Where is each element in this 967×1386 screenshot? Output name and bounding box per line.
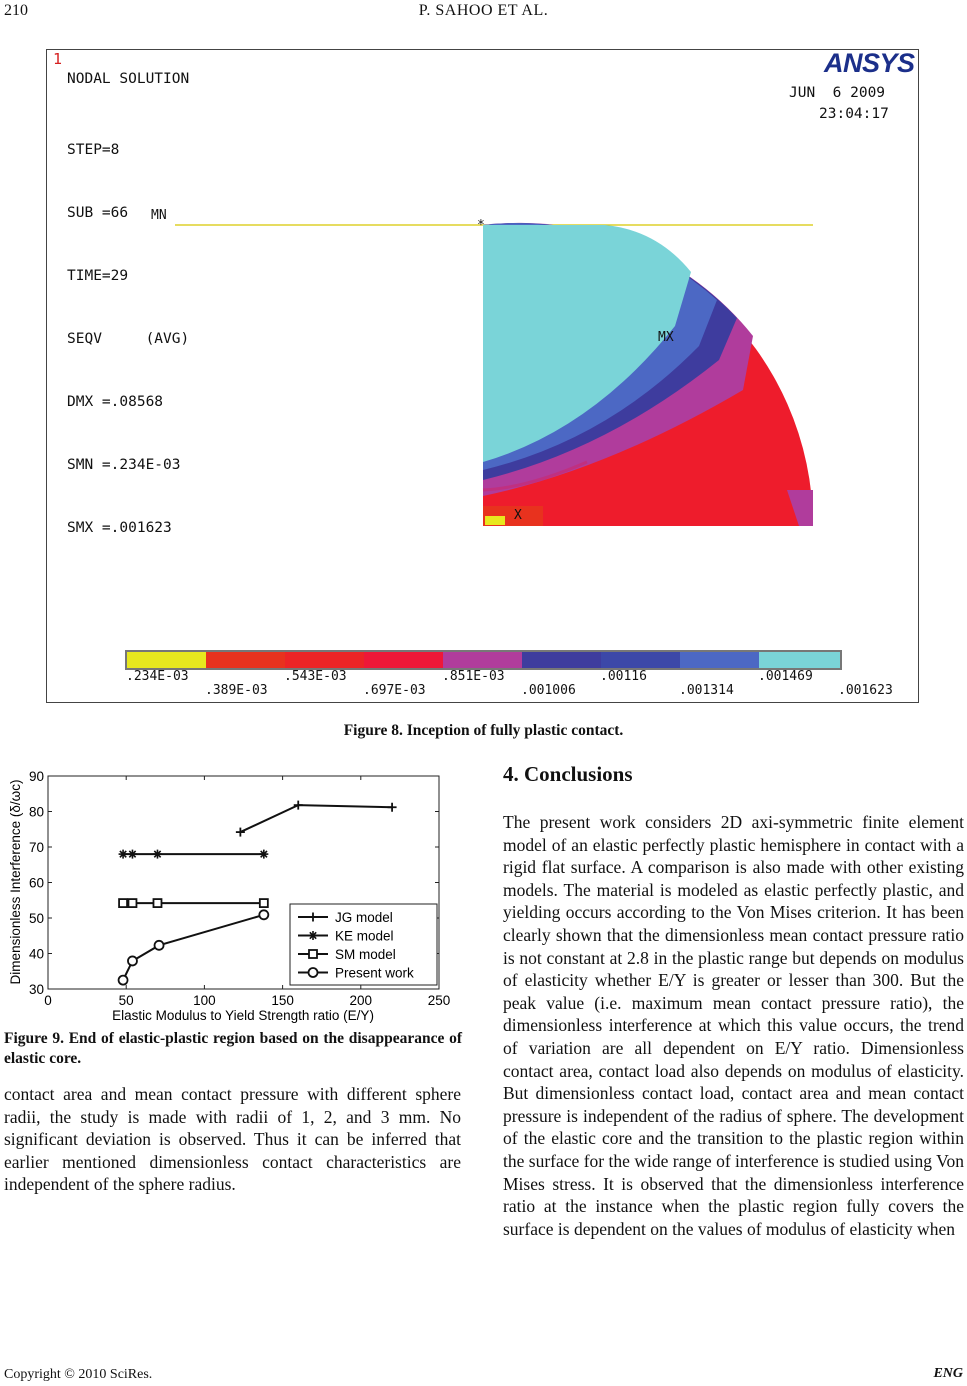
legend-label: .851E-03 <box>442 669 505 684</box>
y-tick-label: 30 <box>28 982 44 997</box>
left-column-paragraph: contact area and mean contact pressure with different sphere radii, the study is made with radii of 1, 2, and 3 mm. No significant deviation is observed. Thus it can be inferred that earlier mentioned dimensionless contact characteristics are independent of the sphere radius. <box>4 1084 461 1195</box>
legend-entry: JG model <box>335 910 393 925</box>
legend-label: .001623 <box>838 683 893 698</box>
legend-label: .001469 <box>758 669 813 684</box>
square-marker <box>309 950 317 958</box>
square-marker <box>128 899 136 907</box>
info-line: STEP=8 <box>67 142 120 158</box>
legend-swatch <box>127 652 206 668</box>
y-tick-label: 90 <box>28 769 44 784</box>
x-tick-label: 150 <box>271 993 294 1008</box>
legend-label: .697E-03 <box>363 683 426 698</box>
x-axis-label: Elastic Modulus to Yield Strength ratio (E/Y) <box>112 1008 374 1023</box>
star-marker: * <box>477 218 485 233</box>
window-number: 1 <box>53 50 63 68</box>
legend-swatch <box>285 652 364 668</box>
legend-label: .001006 <box>521 683 576 698</box>
origin-marker: X <box>514 508 522 523</box>
legend-label: .234E-03 <box>126 669 189 684</box>
x-tick-label: 200 <box>349 993 373 1008</box>
figure-9-chart <box>0 758 470 1023</box>
y-axis-label: Dimensionless Interference (δ/ωc) <box>8 779 23 985</box>
legend-swatch <box>364 652 443 668</box>
circle-marker <box>119 976 128 985</box>
circle-marker <box>309 968 318 977</box>
solution-time: 23:04:17 <box>819 106 889 122</box>
min-marker-label: MN <box>151 208 167 223</box>
contour-band-yellow <box>485 516 505 525</box>
info-line: TIME=29 <box>67 268 129 284</box>
x-tick-label: 250 <box>427 993 451 1008</box>
max-marker-label: MX <box>658 330 674 345</box>
footer-journal: ENG <box>933 1366 963 1381</box>
info-line: SMN =.234E-03 <box>67 457 181 473</box>
legend-bar <box>126 651 841 669</box>
running-head: P. SAHOO ET AL. <box>418 2 549 19</box>
solution-title: NODAL SOLUTION <box>67 71 190 87</box>
circle-marker <box>155 941 164 950</box>
page-number: 210 <box>4 2 28 19</box>
info-line: DMX =.08568 <box>67 394 164 410</box>
x-tick-label: 100 <box>193 993 216 1008</box>
legend-entry: SM model <box>335 947 396 962</box>
legend-entry: Present work <box>335 965 414 981</box>
legend-label: .00116 <box>600 669 647 684</box>
figure-9-caption: Figure 9. End of elastic-plastic region based on the disappearance of elastic core. <box>4 1030 462 1067</box>
conclusions-heading: 4. Conclusions <box>503 762 633 786</box>
legend-swatch <box>680 652 759 668</box>
figure-8-caption: Figure 8. Inception of fully plastic contact. <box>343 722 624 739</box>
y-tick-label: 80 <box>28 804 44 820</box>
x-tick-label: 50 <box>118 993 134 1008</box>
legend-swatch <box>443 652 522 668</box>
square-marker <box>119 899 127 907</box>
legend-swatch <box>206 652 285 668</box>
ansys-logo: ANSYS <box>824 48 915 78</box>
figure-8-ansys-plot <box>46 49 919 703</box>
info-line: SUB =66 <box>67 205 129 221</box>
circle-marker <box>259 910 268 919</box>
legend-label: .543E-03 <box>284 669 347 684</box>
footer-copyright: Copyright © 2010 SciRes. <box>4 1367 153 1382</box>
y-tick-label: 40 <box>28 946 44 962</box>
x-tick-label: 0 <box>44 993 52 1008</box>
legend-swatch <box>601 652 680 668</box>
conclusions-paragraph: The present work considers 2D axi-symmetric finite element model of an elastic perfectly plastic hemisphere in contact with a rigid flat surface. A comparison is also made with other existing models. The material is modeled as elastic perfectly plastic, and yielding occurs according to the Von Mises criterion. It has been clearly shown that the dimensionless mean contact pressure ratio is not constant at 2.8 in the plastic range but depends on modulus of elasticity whether E/Y is greater or lesser than 300. But the peak value (i.e. maximum mean contact pressure ratio), the dimensionless interference at which this value occurs, the trend of variation are all dependent on E/Y ratio. Dimensionless contact area, contact load also depends on modulus of elasticity. But dimensionless contact load, contact area and mean contact pressure is independent of the radius of sphere. The development of the elastic core and the transition to the plastic region within the surface for the wide range of interference is studied using Von Mises stress. It is observed that the dimensionless interference ratio at the instance when the plastic region fully covers the surface is dependent on the values of modulus of elasticity when <box>503 812 964 1239</box>
y-tick-label: 60 <box>28 875 44 891</box>
y-tick-label: 50 <box>28 911 44 926</box>
legend-label: .389E-03 <box>205 683 268 698</box>
y-tick-label: 70 <box>28 840 44 855</box>
legend-entry: KE model <box>335 928 394 944</box>
circle-marker <box>128 956 137 965</box>
info-line: SMX =.001623 <box>67 520 172 536</box>
contour-plot <box>47 50 918 702</box>
info-line: SEQV (AVG) <box>67 331 190 347</box>
square-marker <box>153 899 161 907</box>
legend-label: .001314 <box>679 683 734 698</box>
square-marker <box>260 899 268 907</box>
legend-swatch <box>759 652 840 668</box>
chart-legend <box>290 904 437 985</box>
solution-date: JUN 6 2009 <box>789 85 886 101</box>
legend-swatch <box>522 652 601 668</box>
